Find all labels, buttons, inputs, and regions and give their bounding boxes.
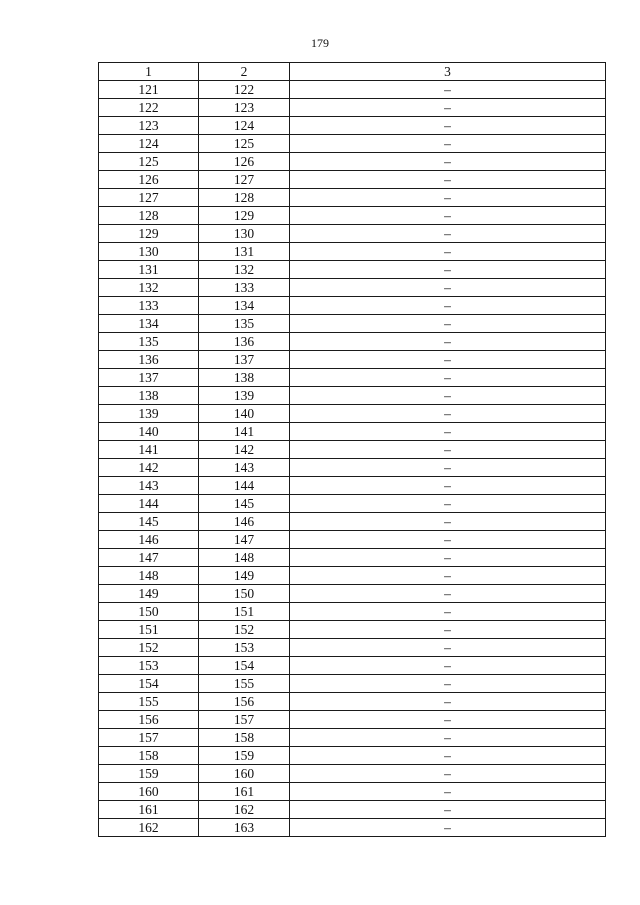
table-cell-col-3: – [290,621,606,639]
table-cell-col-2: 154 [199,657,290,675]
table-row [99,639,606,657]
table-cell-col-3: – [290,81,606,99]
table-cell-col-3: – [290,639,606,657]
table-cell-col-1: 155 [99,693,199,711]
table-cell-col-2: 130 [199,225,290,243]
table-cell-col-2: 153 [199,639,290,657]
table-cell-col-3: – [290,135,606,153]
table-row [99,441,606,459]
table-cell-col-2: 133 [199,279,290,297]
table-cell-col-2: 135 [199,315,290,333]
table-cell-col-1: 123 [99,117,199,135]
table-cell-col-2: 132 [199,261,290,279]
table-cell-col-1: 148 [99,567,199,585]
table-cell-col-1: 139 [99,405,199,423]
table-cell-col-3: – [290,459,606,477]
table-cell-col-3: – [290,333,606,351]
table-row [99,81,606,99]
table-cell-col-3: – [290,189,606,207]
table-cell-col-1: 129 [99,225,199,243]
page-number: 179 [311,36,329,50]
table-cell-col-2: 160 [199,765,290,783]
table-cell-col-1: 127 [99,189,199,207]
table-cell-col-1: 133 [99,297,199,315]
table-cell-col-3: – [290,423,606,441]
table-cell-col-1: 156 [99,711,199,729]
table-cell-col-2: 142 [199,441,290,459]
table-cell-col-3: – [290,783,606,801]
table-cell-col-1: 152 [99,639,199,657]
table-row [99,693,606,711]
table-cell-col-1: 151 [99,621,199,639]
table-cell-col-2: 150 [199,585,290,603]
table-cell-col-1: 161 [99,801,199,819]
table-cell-col-2: 138 [199,369,290,387]
table-cell-col-2: 129 [199,207,290,225]
table-row [99,153,606,171]
table-row [99,315,606,333]
table-cell-col-2: 156 [199,693,290,711]
table-cell-col-3: – [290,441,606,459]
table-row [99,333,606,351]
table-cell-col-3: – [290,693,606,711]
table-cell-col-1: 144 [99,495,199,513]
table-cell-col-3: – [290,387,606,405]
table-row [99,99,606,117]
table-cell-col-3: – [290,153,606,171]
table-row [99,729,606,747]
table-row [99,135,606,153]
table-cell-col-1: 158 [99,747,199,765]
table-cell-col-3: – [290,603,606,621]
table-row [99,495,606,513]
table-cell-col-3: – [290,747,606,765]
table-cell-col-3: – [290,477,606,495]
column-header-2: 2 [199,63,290,81]
table-cell-col-3: – [290,657,606,675]
table-row [99,675,606,693]
table-cell-col-2: 137 [199,351,290,369]
table-cell-col-3: – [290,549,606,567]
table-cell-col-2: 139 [199,387,290,405]
table-row [99,801,606,819]
table-row [99,819,606,837]
table-row [99,243,606,261]
table-cell-col-1: 149 [99,585,199,603]
table-row [99,459,606,477]
table-cell-col-3: – [290,765,606,783]
table-cell-col-3: – [290,207,606,225]
table-cell-col-3: – [290,711,606,729]
table-body [99,81,606,837]
table-cell-col-1: 146 [99,531,199,549]
table-cell-col-2: 147 [199,531,290,549]
table-cell-col-2: 158 [199,729,290,747]
table-cell-col-2: 146 [199,513,290,531]
column-header-3: 3 [290,63,606,81]
table-cell-col-2: 125 [199,135,290,153]
table-cell-col-2: 126 [199,153,290,171]
table-row [99,585,606,603]
table-row [99,621,606,639]
table-cell-col-3: – [290,261,606,279]
table-cell-col-1: 126 [99,171,199,189]
table-cell-col-2: 145 [199,495,290,513]
table-cell-col-1: 124 [99,135,199,153]
table-row [99,171,606,189]
table-cell-col-1: 122 [99,99,199,117]
table-row [99,279,606,297]
table-row [99,405,606,423]
table-row [99,513,606,531]
table-cell-col-2: 140 [199,405,290,423]
table-cell-col-1: 128 [99,207,199,225]
table-cell-col-1: 154 [99,675,199,693]
table-row [99,189,606,207]
table-cell-col-2: 136 [199,333,290,351]
table-cell-col-1: 130 [99,243,199,261]
table-cell-col-3: – [290,405,606,423]
table-cell-col-3: – [290,729,606,747]
table-row [99,603,606,621]
table-row [99,423,606,441]
table-cell-col-2: 144 [199,477,290,495]
table-row [99,531,606,549]
table-cell-col-3: – [290,117,606,135]
table-row [99,351,606,369]
table-cell-col-1: 143 [99,477,199,495]
table-cell-col-3: – [290,315,606,333]
data-table [98,62,606,837]
table-cell-col-1: 137 [99,369,199,387]
column-header-1: 1 [99,63,199,81]
table-cell-col-2: 124 [199,117,290,135]
table-cell-col-1: 138 [99,387,199,405]
table-cell-col-1: 142 [99,459,199,477]
table-row [99,783,606,801]
table-row [99,207,606,225]
table-row [99,549,606,567]
table-row [99,747,606,765]
table-cell-col-1: 159 [99,765,199,783]
table-cell-col-3: – [290,351,606,369]
table-cell-col-2: 157 [199,711,290,729]
table-row [99,711,606,729]
table-cell-col-1: 136 [99,351,199,369]
table-row [99,117,606,135]
table-cell-col-1: 145 [99,513,199,531]
table-row [99,261,606,279]
table-cell-col-3: – [290,495,606,513]
table-cell-col-1: 160 [99,783,199,801]
table-cell-col-2: 127 [199,171,290,189]
table-cell-col-2: 163 [199,819,290,837]
table-cell-col-2: 131 [199,243,290,261]
table-cell-col-2: 149 [199,567,290,585]
table-cell-col-2: 143 [199,459,290,477]
table-cell-col-1: 132 [99,279,199,297]
table-cell-col-3: – [290,171,606,189]
table-cell-col-2: 141 [199,423,290,441]
table-cell-col-1: 153 [99,657,199,675]
table-row [99,297,606,315]
table-cell-col-2: 123 [199,99,290,117]
table-cell-col-3: – [290,279,606,297]
table-cell-col-1: 140 [99,423,199,441]
table-cell-col-1: 134 [99,315,199,333]
table-cell-col-2: 155 [199,675,290,693]
table-cell-col-3: – [290,585,606,603]
table-row [99,369,606,387]
table-cell-col-1: 141 [99,441,199,459]
table-cell-col-2: 122 [199,81,290,99]
table-cell-col-2: 128 [199,189,290,207]
table-cell-col-2: 148 [199,549,290,567]
table-cell-col-2: 162 [199,801,290,819]
table-row [99,477,606,495]
table-cell-col-3: – [290,675,606,693]
table-cell-col-3: – [290,243,606,261]
table-cell-col-3: – [290,801,606,819]
table-cell-col-1: 135 [99,333,199,351]
table-row [99,567,606,585]
table-cell-col-3: – [290,297,606,315]
table-row [99,225,606,243]
table-cell-col-2: 134 [199,297,290,315]
table-cell-col-3: – [290,531,606,549]
table-row [99,657,606,675]
table-cell-col-1: 121 [99,81,199,99]
table-cell-col-2: 152 [199,621,290,639]
table-cell-col-2: 161 [199,783,290,801]
table-cell-col-1: 147 [99,549,199,567]
table-cell-col-3: – [290,819,606,837]
table-cell-col-2: 151 [199,603,290,621]
table-cell-col-1: 162 [99,819,199,837]
table-cell-col-3: – [290,567,606,585]
table-cell-col-3: – [290,369,606,387]
table-row [99,765,606,783]
table-cell-col-3: – [290,99,606,117]
table-cell-col-3: – [290,225,606,243]
table-cell-col-2: 159 [199,747,290,765]
table-cell-col-1: 131 [99,261,199,279]
table-cell-col-3: – [290,513,606,531]
table-cell-col-1: 157 [99,729,199,747]
table-cell-col-1: 150 [99,603,199,621]
table-header-row [99,63,606,81]
table-cell-col-1: 125 [99,153,199,171]
table-row [99,387,606,405]
